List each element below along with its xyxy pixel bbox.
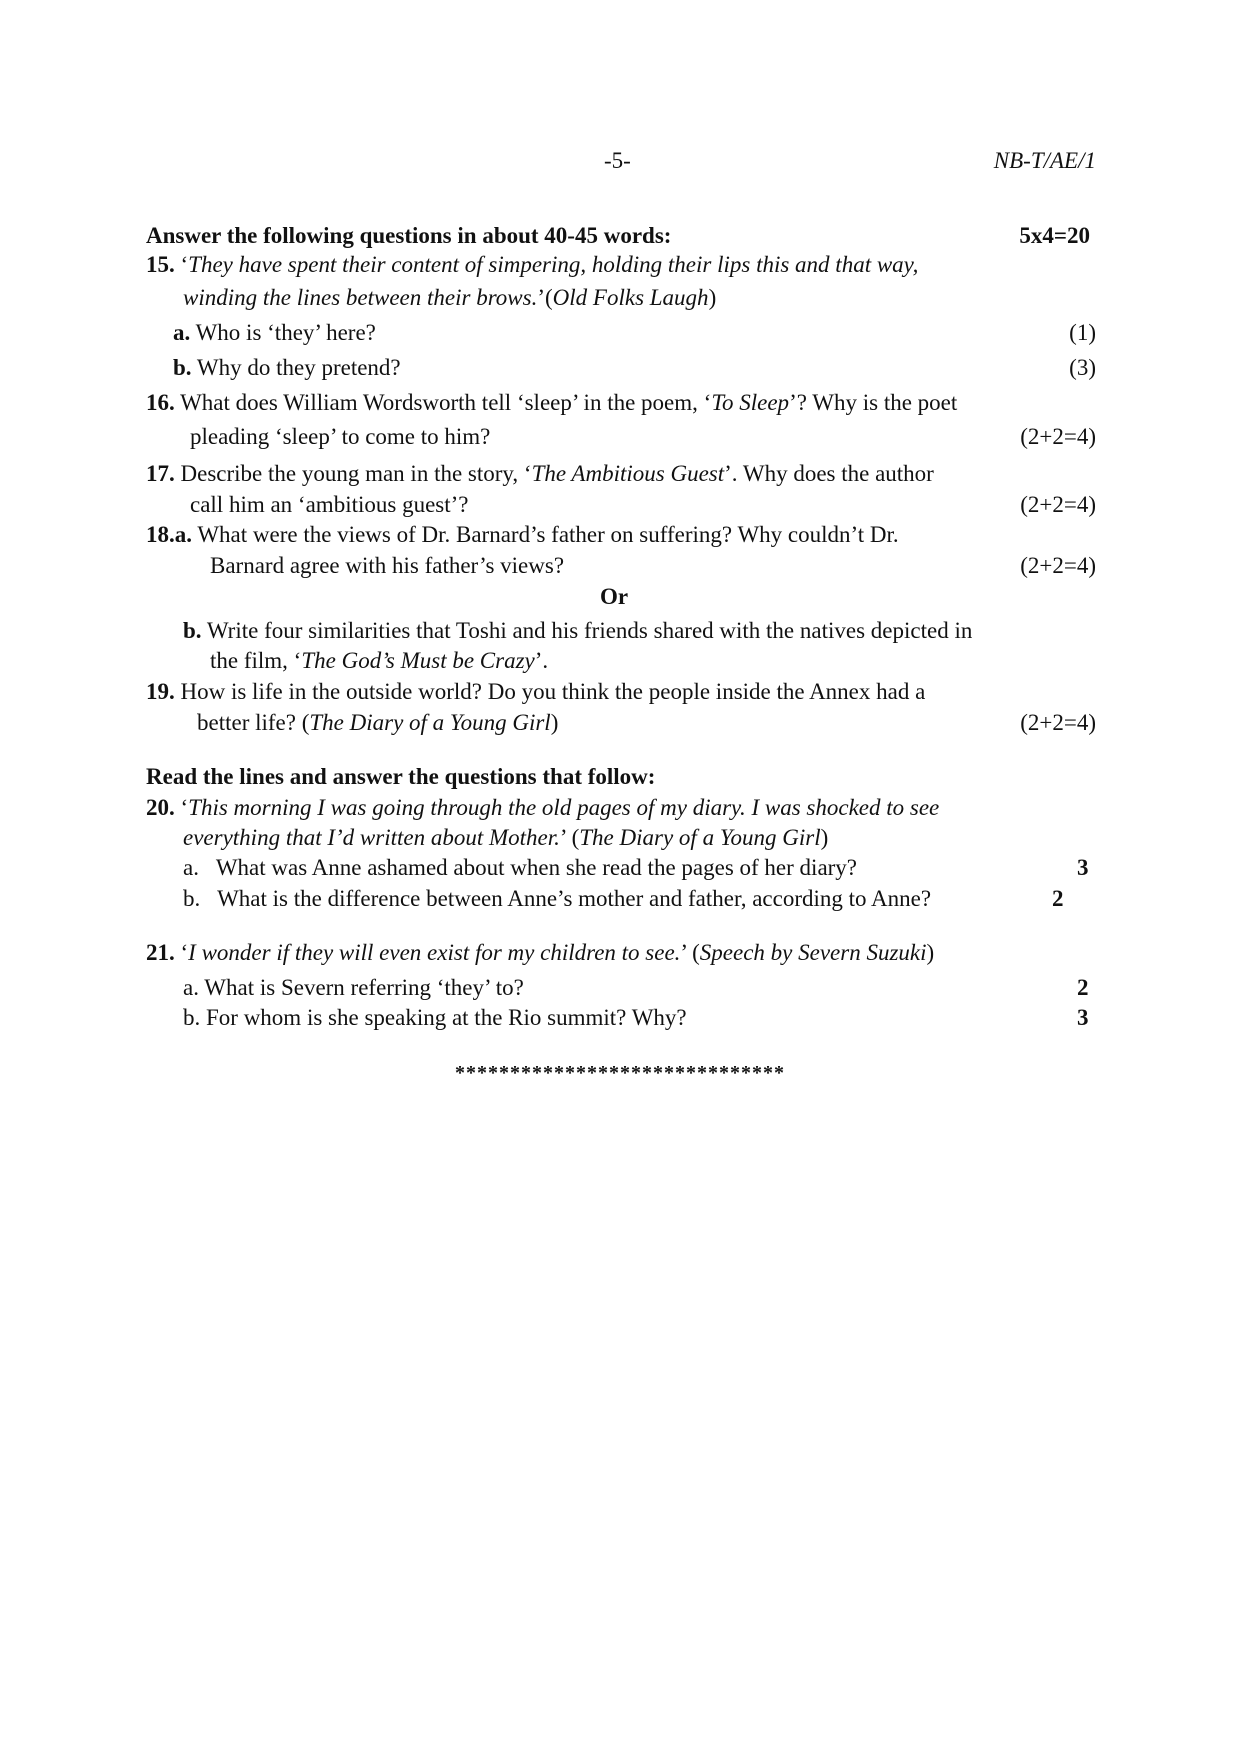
q15a-marks: (1)	[1069, 320, 1096, 345]
q20-line-1	[146, 793, 939, 823]
q16-line-2: pleading ‘sleep’ to come to him?	[190, 424, 491, 449]
q19-line-1	[146, 677, 925, 707]
q15b-label: b.	[173, 355, 192, 380]
q18b-title: The God’s Must be Crazy	[301, 648, 535, 673]
q19-number: 19.	[146, 679, 175, 704]
q19-source: The Diary of a Young Girl	[309, 710, 551, 735]
q18b-text-post: ’.	[534, 648, 549, 673]
q18b-line-2	[210, 646, 548, 676]
q15a-text: Who is ‘they’ here?	[195, 320, 376, 345]
q15a	[173, 318, 376, 348]
q20b-text: What is the difference between Anne’s mother and father, according to Anne?	[217, 886, 932, 911]
q19-text-post: )	[550, 710, 559, 735]
q21b-text: b. For whom is she speaking at the Rio summit? Why?	[183, 1005, 687, 1030]
q19-text-pre: better life? (	[197, 710, 310, 735]
q20-source: The Diary of a Young Girl	[579, 825, 821, 850]
q21a-marks: 2	[1077, 975, 1089, 1000]
q15a-label: a.	[173, 320, 191, 345]
q20a-text: What was Anne ashamed about when she read the pages of her diary?	[215, 855, 858, 880]
q20-quote-1: This morning I was going through the old pages of my diary. I was shocked to see	[188, 795, 940, 820]
section-1-instruction: Answer the following questions in about 40-45 words:	[146, 223, 672, 248]
q17-line-2: call him an ‘ambitious guest’?	[190, 492, 469, 517]
q15-quote-1: They have spent their content of simpering, holding their lips this and that way,	[188, 252, 919, 277]
q16-text-pre: What does William Wordsworth tell ‘sleep’ in the poem, ‘	[180, 390, 712, 415]
q17-marks: (2+2=4)	[1020, 492, 1096, 517]
q20-number: 20.	[146, 795, 175, 820]
q20a	[183, 853, 857, 883]
q15-number: 15.	[146, 252, 175, 277]
q18b-text-1: Write four similarities that Toshi and his friends shared with the natives depicted in	[206, 618, 973, 643]
q21-end: )	[926, 940, 935, 965]
q16-line-1	[146, 388, 957, 418]
q20-line-2	[183, 823, 828, 853]
q20a-marks: 3	[1077, 855, 1089, 880]
section-2-instruction: Read the lines and answer the questions that follow:	[146, 764, 656, 789]
q18a-line-2: Barnard agree with his father’s views?	[210, 553, 565, 578]
q18a-number: 18.a.	[146, 522, 192, 547]
q20a-label: a.	[183, 855, 199, 880]
q15-quote-2: winding the lines between their brows.	[183, 285, 538, 310]
q15b-text: Why do they pretend?	[196, 355, 401, 380]
q17-text-post: ’. Why does the author	[724, 461, 934, 486]
q18b-text-pre: the film, ‘	[210, 648, 302, 673]
q21-source: Speech by Severn Suzuki	[699, 940, 927, 965]
q15-close-quote: ’(	[537, 285, 553, 310]
q20b-marks: 2	[1052, 886, 1064, 911]
q18a-marks: (2+2=4)	[1020, 553, 1096, 578]
q16-text-post: ’? Why is the poet	[789, 390, 958, 415]
q18a-text-1: What were the views of Dr. Barnard’s father on suffering? Why couldn’t Dr.	[197, 522, 899, 547]
section-1-marks: 5x4=20	[1019, 223, 1090, 248]
q18b-label: b.	[183, 618, 202, 643]
q15-open-quote: ‘	[180, 252, 189, 277]
q17-text-pre: Describe the young man in the story, ‘	[180, 461, 532, 486]
q21-number: 21.	[146, 940, 175, 965]
q21b-marks: 3	[1077, 1005, 1089, 1030]
q15-source: Old Folks Laugh	[552, 285, 709, 310]
q17-number: 17.	[146, 461, 175, 486]
q19-line-2	[197, 708, 558, 738]
paper-code: NB-T/AE/1	[993, 148, 1096, 173]
q21-quote: I wonder if they will even exist for my children to see.	[188, 940, 681, 965]
q19-marks: (2+2=4)	[1020, 710, 1096, 735]
q20-end: )	[820, 825, 829, 850]
q18a-line-1	[146, 520, 899, 550]
q18b-line-1	[183, 616, 972, 646]
q15b	[173, 353, 401, 383]
q16-title: To Sleep	[711, 390, 790, 415]
q20-open-quote: ‘	[180, 795, 189, 820]
q21a-text: a. What is Severn referring ‘they’ to?	[183, 975, 524, 1000]
q21-line-1	[146, 938, 934, 968]
q21-open-quote: ‘	[180, 940, 189, 965]
or-separator: Or	[600, 584, 629, 609]
q16-number: 16.	[146, 390, 175, 415]
q19-text-1: How is life in the outside world? Do you think the people inside the Annex had a	[180, 679, 926, 704]
q21-mid: ’ (	[680, 940, 700, 965]
q15-line-1	[146, 250, 918, 280]
q20-quote-2: everything that I’d written about Mother.	[183, 825, 560, 850]
q15-line-2	[183, 283, 716, 313]
q15-end: )	[708, 285, 717, 310]
page-number: -5-	[604, 148, 631, 173]
q20-mid: ’ (	[559, 825, 580, 850]
q15b-marks: (3)	[1069, 355, 1096, 380]
q17-line-1	[146, 459, 934, 489]
q16-marks: (2+2=4)	[1020, 424, 1096, 449]
end-of-paper-stars: ******************************	[455, 1062, 785, 1084]
q20b	[183, 884, 931, 914]
q17-title: The Ambitious Guest	[531, 461, 725, 486]
q20b-label: b.	[183, 886, 201, 911]
